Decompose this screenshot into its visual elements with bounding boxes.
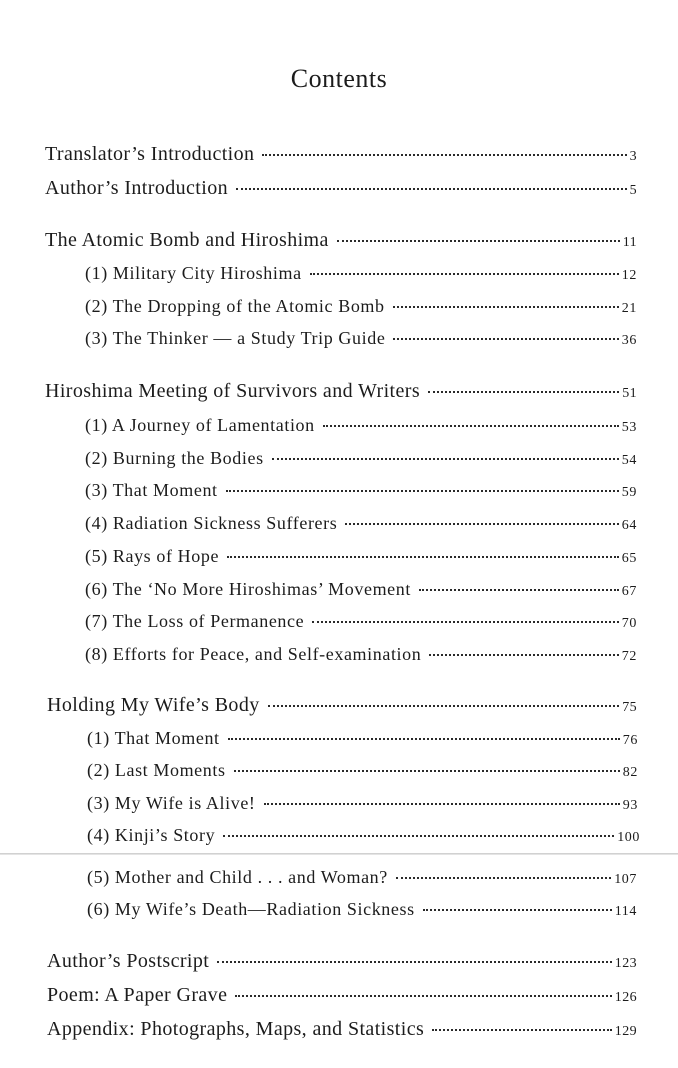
- toc-entry-title: (5) Mother and Child . . . and Woman?: [87, 867, 388, 887]
- toc-entry-title: (7) The Loss of Permanence: [85, 611, 305, 631]
- dot-leader: [432, 1029, 612, 1031]
- toc-subentry: [87, 899, 637, 920]
- toc-entry-title: (3) That Moment: [85, 480, 218, 500]
- toc-entry-title: (2) The Dropping of the Atomic Bomb: [85, 296, 385, 316]
- toc-entry-title: (2) Last Moments: [87, 760, 226, 780]
- toc-page-number: 3: [629, 149, 637, 164]
- dot-leader: [423, 909, 612, 911]
- toc-page-number: 93: [622, 798, 638, 813]
- dot-leader: [228, 738, 620, 740]
- toc-subentry: [87, 793, 638, 814]
- toc-page-number: 70: [621, 616, 637, 631]
- toc-page-number: 64: [621, 518, 637, 533]
- toc-subentry: [85, 513, 637, 534]
- toc-page-number: 100: [617, 830, 640, 845]
- dot-leader: [419, 589, 619, 591]
- toc-subentry: [85, 644, 637, 665]
- toc-entry-title: Author’s Postscript: [47, 950, 210, 972]
- toc-entry-title: (8) Efforts for Peace, and Self-examination: [85, 644, 422, 664]
- toc-entry-title: (6) My Wife’s Death—Radiation Sickness: [87, 899, 415, 919]
- toc-page-number: 54: [621, 453, 637, 468]
- toc-entry: [47, 950, 637, 973]
- toc-page-number: 21: [621, 301, 637, 316]
- toc-entry-title: (2) Burning the Bodies: [85, 448, 264, 468]
- toc-page-number: 129: [614, 1024, 637, 1039]
- toc-subentry: [85, 263, 637, 284]
- toc-page-number: 126: [614, 990, 637, 1005]
- toc-entry: [47, 1018, 637, 1041]
- dot-leader: [337, 240, 620, 242]
- toc-entry: [45, 143, 637, 166]
- toc-subentry: [85, 448, 637, 469]
- toc-entry: [47, 984, 637, 1007]
- dot-leader: [396, 877, 611, 879]
- toc-page-number: 72: [621, 649, 637, 664]
- dot-leader: [312, 621, 619, 623]
- toc-entry: [45, 229, 637, 252]
- toc-subentry: [85, 611, 637, 632]
- dot-leader: [262, 154, 626, 156]
- toc-entry-title: (1) Military City Hiroshima: [85, 263, 302, 283]
- toc-page-number: 75: [622, 700, 637, 715]
- dot-leader: [235, 995, 611, 997]
- toc-subentry: [85, 296, 637, 317]
- dot-leader: [323, 425, 619, 427]
- toc-entry-title: (3) My Wife is Alive!: [87, 793, 256, 813]
- toc-page-number: 67: [621, 584, 637, 599]
- toc-subentry: [87, 867, 637, 888]
- toc-page-number: 123: [614, 956, 637, 971]
- toc-subentry: [85, 328, 637, 349]
- toc-subentry: [87, 825, 640, 846]
- dot-leader: [264, 803, 620, 805]
- dot-leader: [268, 705, 620, 707]
- toc-entry-title: (3) The Thinker — a Study Trip Guide: [85, 328, 386, 348]
- toc-entry-title: Translator’s Introduction: [45, 143, 255, 165]
- toc-page-number: 65: [621, 551, 637, 566]
- toc-subentry: [87, 728, 638, 749]
- toc-page-number: 12: [621, 268, 637, 283]
- toc-entry-title: Holding My Wife’s Body: [47, 694, 260, 716]
- dot-leader: [345, 523, 618, 525]
- toc-page-number: 76: [622, 733, 638, 748]
- dot-leader: [429, 654, 618, 656]
- toc-entry-title: Poem: A Paper Grave: [47, 984, 228, 1006]
- toc-page-number: 11: [622, 235, 637, 250]
- page-title: Contents: [290, 64, 388, 93]
- dot-leader: [428, 391, 619, 393]
- toc-page-number: 5: [629, 183, 637, 198]
- toc-subentry: [85, 480, 637, 501]
- toc-page-number: 51: [622, 386, 637, 401]
- toc-entry-title: Appendix: Photographs, Maps, and Statistics: [47, 1018, 425, 1040]
- toc-subentry: [85, 415, 637, 436]
- toc-subentry: [85, 546, 637, 567]
- dot-leader: [234, 770, 620, 772]
- toc-page-number: 53: [621, 420, 637, 435]
- toc-entry-title: (6) The ‘No More Hiroshimas’ Movement: [85, 579, 411, 599]
- toc-page-number: 82: [622, 765, 638, 780]
- toc-subentry: [85, 579, 637, 600]
- toc-entry-title: Hiroshima Meeting of Survivors and Writers: [45, 380, 421, 402]
- dot-leader: [310, 273, 619, 275]
- dot-leader: [272, 458, 619, 460]
- dot-leader: [226, 490, 619, 492]
- toc-entry: [45, 380, 637, 403]
- toc-entry-title: (1) That Moment: [87, 728, 220, 748]
- toc-entry-title: (1) A Journey of Lamentation: [85, 415, 315, 435]
- dot-leader: [227, 556, 619, 558]
- toc-page-number: 107: [614, 872, 637, 887]
- toc-page-number: 114: [614, 904, 637, 919]
- dot-leader: [393, 306, 619, 308]
- dot-leader: [236, 188, 627, 190]
- toc-entry-title: (4) Radiation Sickness Sufferers: [85, 513, 338, 533]
- toc-entry-title: (5) Rays of Hope: [85, 546, 220, 566]
- toc-entry-title: (4) Kinji’s Story: [87, 825, 216, 845]
- toc-page-number: 36: [621, 333, 637, 348]
- toc-entry: [47, 694, 637, 717]
- toc-entry-title: The Atomic Bomb and Hiroshima: [45, 229, 329, 251]
- dot-leader: [223, 835, 614, 837]
- dot-leader: [217, 961, 612, 963]
- dot-leader: [393, 338, 618, 340]
- toc-page-number: 59: [621, 485, 637, 500]
- page-fold-line: [0, 853, 678, 855]
- toc-entry: [45, 177, 637, 200]
- toc-subentry: [87, 760, 638, 781]
- toc-entry-title: Author’s Introduction: [45, 177, 229, 199]
